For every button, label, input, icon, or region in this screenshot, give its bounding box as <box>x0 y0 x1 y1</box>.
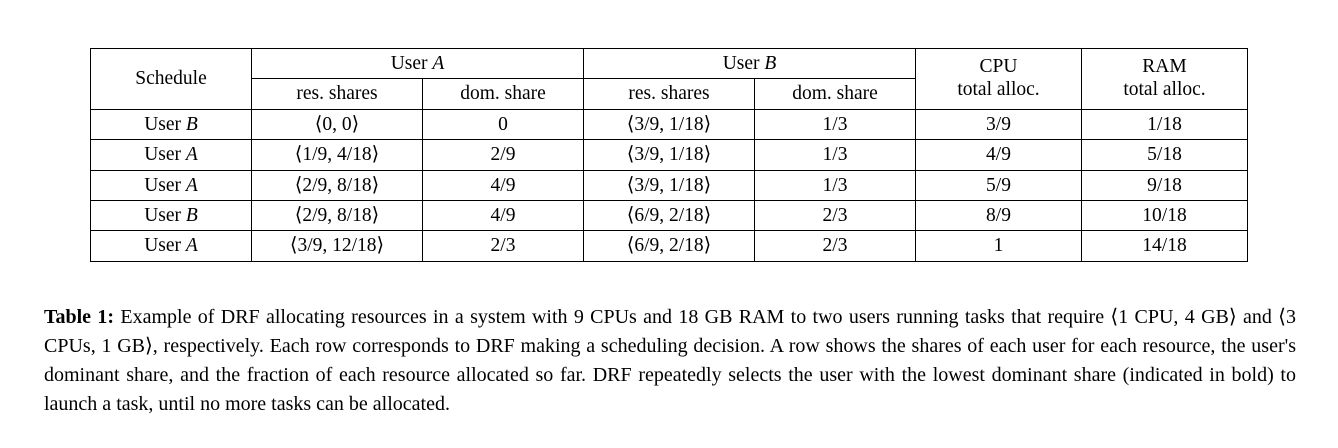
header-ram-total <box>1082 49 1248 110</box>
cell-schedule <box>91 200 252 230</box>
cell-user-b-res-shares: ⟨3/9, 1/18⟩ <box>584 170 755 200</box>
cell-user-b-dom-share: 2/3 <box>755 231 916 261</box>
figure-caption <box>44 303 1296 419</box>
cell-ram-total-alloc: 9/18 <box>1082 170 1248 200</box>
cell-user-b-dom-share: 2/3 <box>755 200 916 230</box>
header-user-b: User B <box>584 49 916 79</box>
header-a-res-shares: res. shares <box>252 79 423 109</box>
cell-cpu-total-alloc: 3/9 <box>916 109 1082 139</box>
header-user-b-letter: B <box>764 53 777 74</box>
schedule-prefix: User <box>144 204 186 226</box>
cell-user-b-dom-share: 1/3 <box>755 140 916 170</box>
table-row <box>91 109 1248 139</box>
header-ram-line2: total alloc. <box>1123 78 1206 100</box>
schedule-user-letter: A <box>185 174 198 196</box>
cell-cpu-total-alloc: 8/9 <box>916 200 1082 230</box>
header-cpu-line1: CPU <box>979 56 1018 78</box>
cell-user-b-res-shares: ⟨6/9, 2/18⟩ <box>584 200 755 230</box>
header-cpu-total <box>916 49 1082 110</box>
cell-user-a-res-shares: ⟨0, 0⟩ <box>252 109 423 139</box>
caption-text: Example of DRF allocating resources in a system with 9 CPUs and 18 GB RAM to two users running tasks that require ⟨1 CPU, 4 GB⟩ and ⟨3 CPUs, 1 GB⟩, respectively. Each row corresponds to DRF making a scheduling decision. A row shows the shares of each user for each resource, the user's dominant share, and the fraction of each resource allocated so far. DRF repeatedly selects the user with the lowest dominant share (indicated in bold) to launch a task, until no more tasks can be allocated. <box>44 306 1296 415</box>
cell-user-a-res-shares: ⟨2/9, 8/18⟩ <box>252 200 423 230</box>
cell-cpu-total-alloc: 1 <box>916 231 1082 261</box>
caption-label: Table 1: <box>44 306 115 328</box>
header-schedule: Schedule <box>91 49 252 110</box>
cell-ram-total-alloc: 5/18 <box>1082 140 1248 170</box>
cell-user-a-res-shares: ⟨3/9, 12/18⟩ <box>252 231 423 261</box>
header-b-dom-share: dom. share <box>755 79 916 109</box>
table-row <box>91 170 1248 200</box>
cell-user-b-res-shares: ⟨3/9, 1/18⟩ <box>584 140 755 170</box>
drf-allocation-table <box>90 48 1248 262</box>
schedule-prefix: User <box>144 235 186 257</box>
cell-schedule <box>91 170 252 200</box>
cell-schedule <box>91 231 252 261</box>
table-body <box>91 109 1248 261</box>
cell-user-a-dom-share: 2/3 <box>423 231 584 261</box>
header-a-dom-share: dom. share <box>423 79 584 109</box>
cell-cpu-total-alloc: 4/9 <box>916 140 1082 170</box>
header-user-a-letter: A <box>432 53 445 74</box>
header-row-top <box>91 49 1248 79</box>
cell-schedule <box>91 109 252 139</box>
header-ram-line1: RAM <box>1142 56 1187 78</box>
cell-user-a-dom-share: 2/9 <box>423 140 584 170</box>
cell-ram-total-alloc: 1/18 <box>1082 109 1248 139</box>
table-row <box>91 200 1248 230</box>
cell-user-b-res-shares: ⟨6/9, 2/18⟩ <box>584 231 755 261</box>
schedule-prefix: User <box>144 113 186 135</box>
schedule-user-letter: B <box>185 204 198 226</box>
schedule-prefix: User <box>144 174 186 196</box>
cell-ram-total-alloc: 10/18 <box>1082 200 1248 230</box>
cell-user-a-dom-share: 4/9 <box>423 200 584 230</box>
table-row <box>91 140 1248 170</box>
cell-cpu-total-alloc: 5/9 <box>916 170 1082 200</box>
schedule-user-letter: B <box>185 113 198 135</box>
table-header <box>91 49 1248 110</box>
cell-ram-total-alloc: 14/18 <box>1082 231 1248 261</box>
cell-user-b-res-shares: ⟨3/9, 1/18⟩ <box>584 109 755 139</box>
header-user-a: User A <box>252 49 584 79</box>
schedule-user-letter: A <box>185 235 198 257</box>
cell-user-a-res-shares: ⟨2/9, 8/18⟩ <box>252 170 423 200</box>
schedule-prefix: User <box>144 144 186 166</box>
table-container <box>0 48 1338 262</box>
header-b-res-shares: res. shares <box>584 79 755 109</box>
header-cpu-line2: total alloc. <box>957 78 1040 100</box>
cell-user-b-dom-share: 1/3 <box>755 109 916 139</box>
table-row <box>91 231 1248 261</box>
cell-user-b-dom-share: 1/3 <box>755 170 916 200</box>
cell-user-a-dom-share: 4/9 <box>423 170 584 200</box>
cell-schedule <box>91 140 252 170</box>
schedule-user-letter: A <box>185 144 198 166</box>
cell-user-a-res-shares: ⟨1/9, 4/18⟩ <box>252 140 423 170</box>
cell-user-a-dom-share: 0 <box>423 109 584 139</box>
